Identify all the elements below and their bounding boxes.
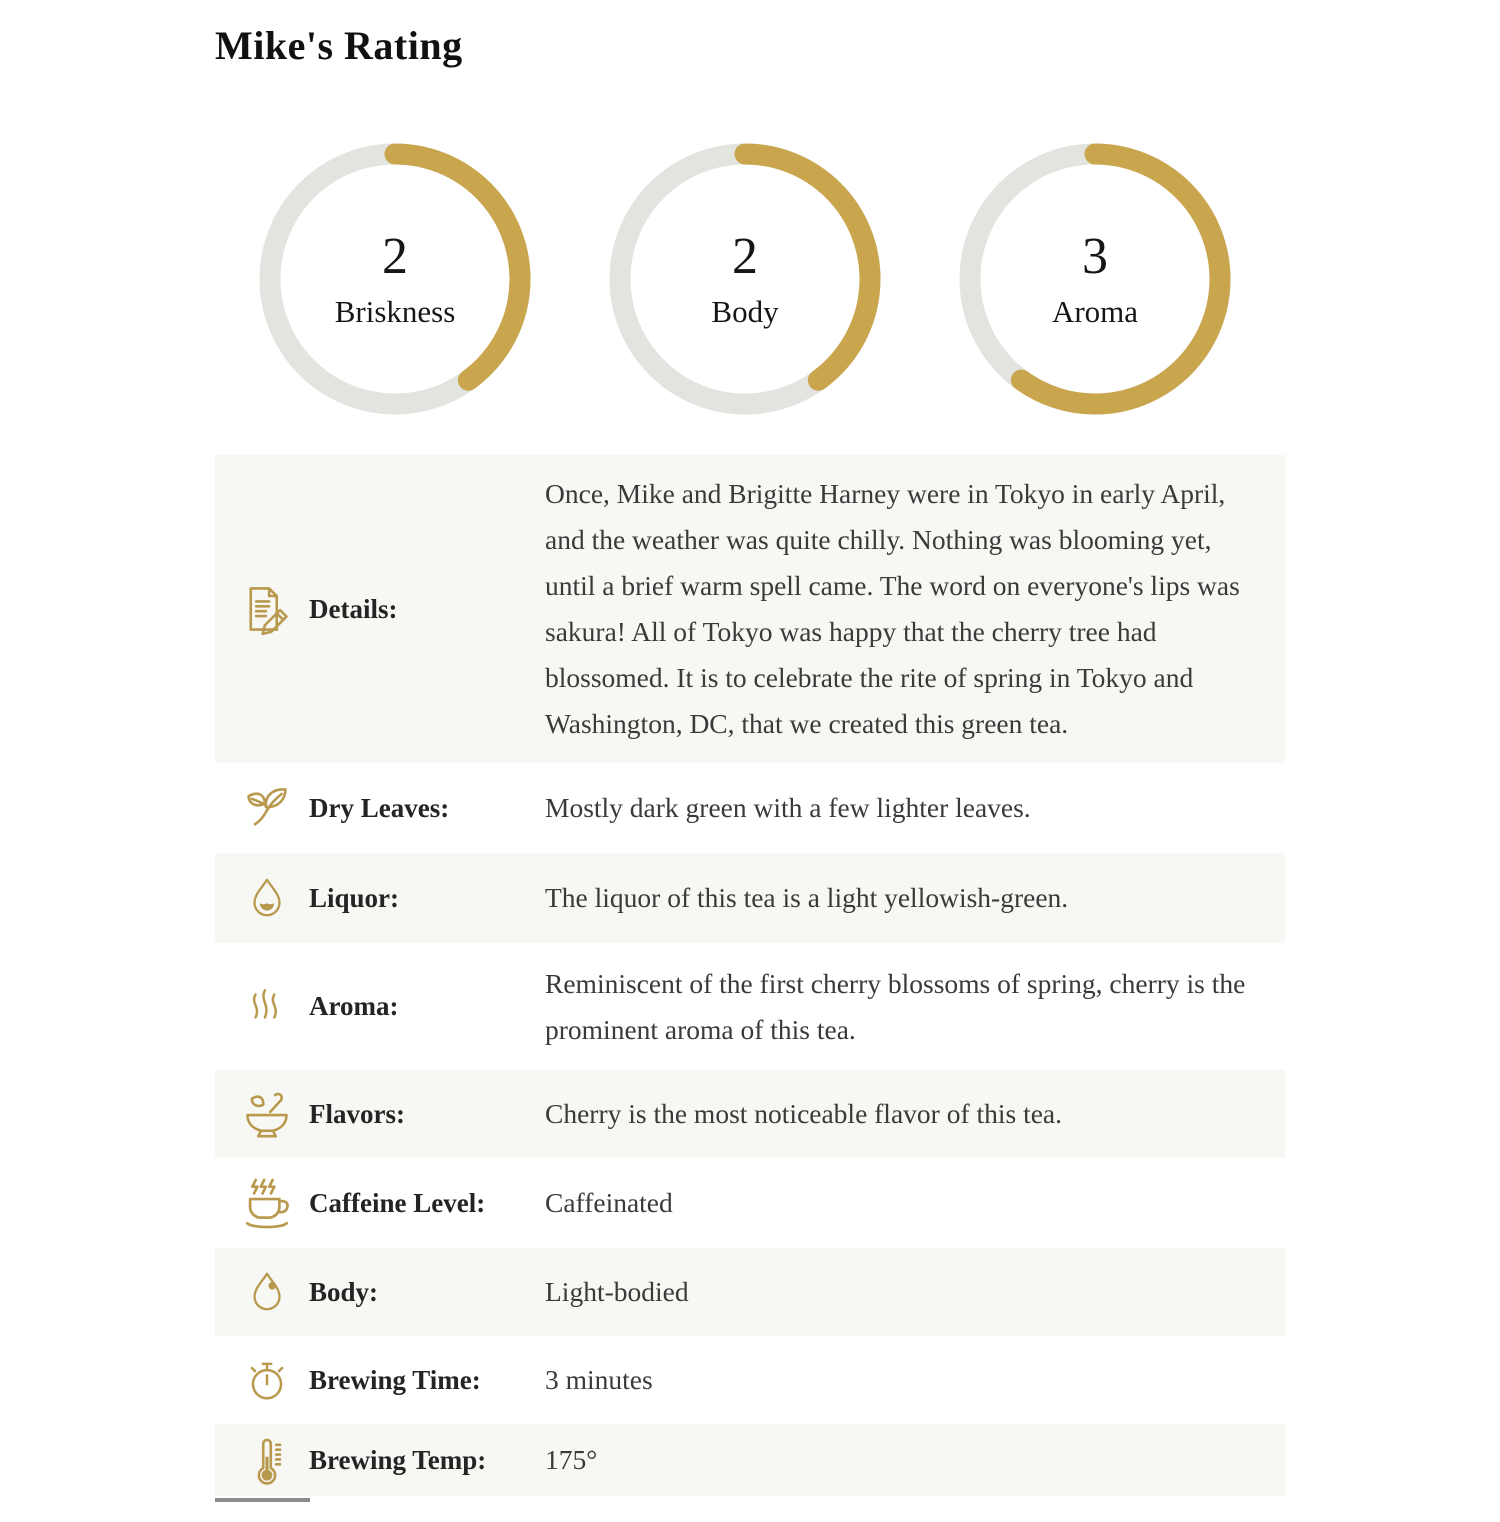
rating-label: Aroma <box>1051 294 1139 329</box>
rating-rings <box>259 143 1285 415</box>
leaves-icon <box>239 782 295 834</box>
attribute-value: Mostly dark green with a few lighter leaves. <box>545 792 1031 823</box>
document-pencil-icon <box>239 583 295 635</box>
attribute-label: Caffeine Level: <box>309 1187 486 1218</box>
attribute-label: Flavors: <box>309 1098 405 1129</box>
attribute-value: The liquor of this tea is a light yellowish-green. <box>545 882 1069 913</box>
product-rating-section <box>0 22 1500 1502</box>
rating-value: 2 <box>732 227 758 285</box>
liquor-droplet-icon <box>239 875 295 921</box>
next-content-peek <box>215 1498 310 1502</box>
attribute-label: Aroma: <box>309 991 399 1021</box>
attribute-value: 3 minutes <box>545 1364 653 1395</box>
rating-value: 2 <box>382 227 408 285</box>
bowl-leaves-icon <box>239 1088 295 1140</box>
attribute-label: Brewing Temp: <box>309 1444 487 1475</box>
attribute-row-flavors <box>215 1070 1285 1158</box>
rating-ring-briskness <box>259 143 531 415</box>
rating-value: 3 <box>1082 227 1108 285</box>
attribute-table <box>215 455 1285 1502</box>
attribute-label: Dry Leaves: <box>309 792 450 823</box>
attribute-row-caffeine-level <box>215 1158 1285 1248</box>
attribute-value: 175° <box>545 1444 598 1475</box>
attribute-value: Light-bodied <box>545 1276 689 1307</box>
attribute-label: Details: <box>309 593 398 624</box>
attribute-row-brewing-time <box>215 1336 1285 1424</box>
attribute-label: Body: <box>309 1276 379 1307</box>
attribute-row-aroma <box>215 943 1285 1070</box>
attribute-label: Brewing Time: <box>309 1364 481 1395</box>
droplet-dot-icon <box>239 1269 295 1315</box>
steam-icon <box>239 982 295 1032</box>
attribute-row-dry-leaves <box>215 763 1285 853</box>
attribute-label: Liquor: <box>309 882 400 913</box>
attribute-row-details <box>215 455 1285 763</box>
attribute-row-liquor <box>215 853 1285 943</box>
attribute-row-body <box>215 1248 1285 1336</box>
section-title: Mike's Rating <box>215 23 463 68</box>
rating-ring-body <box>609 143 881 415</box>
thermometer-icon <box>239 1434 295 1486</box>
rating-ring-aroma <box>959 143 1231 415</box>
stopwatch-icon <box>239 1355 295 1405</box>
caffeine-cup-icon <box>239 1176 295 1230</box>
rating-label: Briskness <box>334 294 456 329</box>
attribute-value: Cherry is the most noticeable flavor of this tea. <box>545 1098 1063 1129</box>
attribute-row-brewing-temp <box>215 1424 1285 1496</box>
attribute-value: Reminiscent of the first cherry blossoms of spring, cherry is the prominent aroma of this tea. <box>545 967 1246 1045</box>
attribute-value: Once, Mike and Brigitte Harney were in Tokyo in early April, and the weather was quite chilly. Nothing was blooming yet, until a brief warm spell came. The word on everyone's lips was sakura! All of Tokyo was happy that the cherry tree had blossomed. It is to celebrate the rite of spring in Tokyo and Washington, DC, that we created this green tea. <box>545 478 1240 739</box>
attribute-value: Caffeinated <box>545 1187 673 1218</box>
rating-label: Body <box>711 294 779 329</box>
section-bottom-edge <box>215 1496 1285 1502</box>
